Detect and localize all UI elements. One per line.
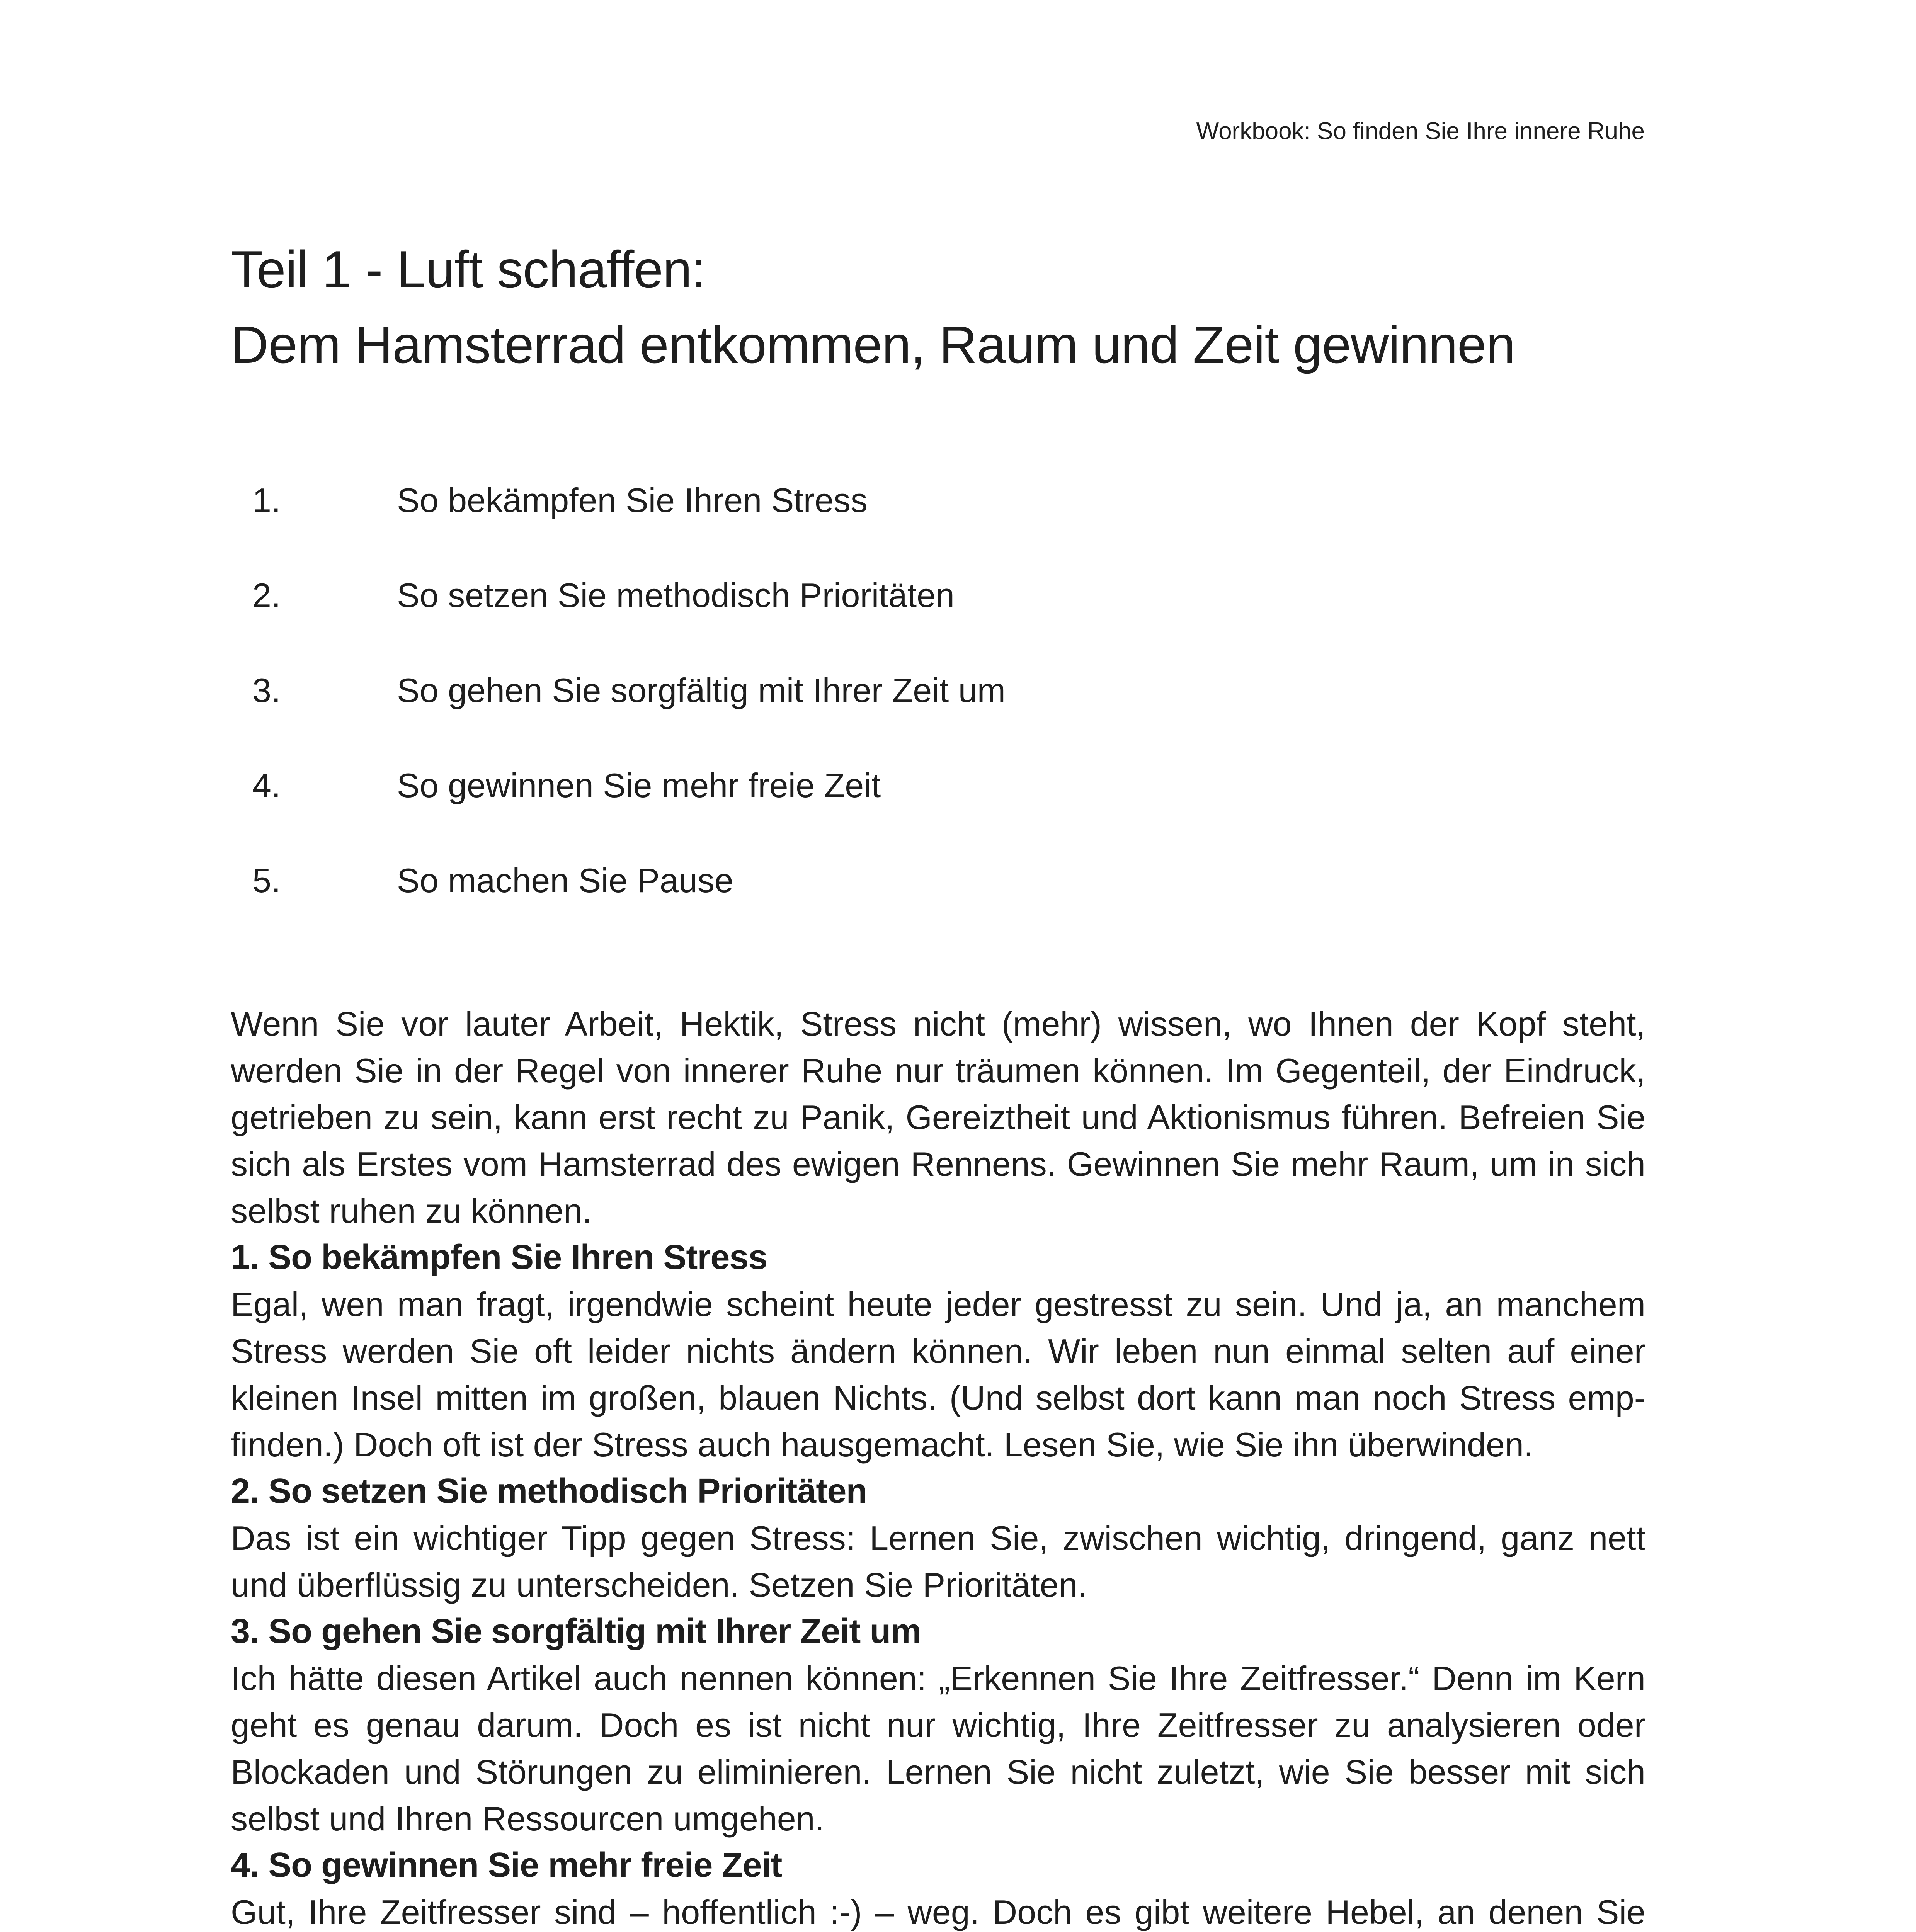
chapter-list-item bbox=[231, 572, 1645, 619]
part-title-line-1: Teil 1 - Luft schaffen: bbox=[231, 240, 706, 299]
section-4 bbox=[231, 1842, 1645, 1932]
chapter-list-item bbox=[231, 477, 1645, 524]
chapter-number: 5. bbox=[252, 861, 281, 900]
section-heading: 2. So setzen Sie methodisch Prioritäten bbox=[231, 1472, 867, 1510]
part-title bbox=[231, 232, 1645, 383]
intro-paragraph: Wenn Sie vor lauter Arbeit, Hektik, Stress nicht (mehr) wissen, wo Ihnen der Kopf steht, werden Sie in der Regel von innerer Ruhe nur träumen können. Im Gegenteil, der Eindruck, getrieben zu sein, kann erst recht zu Panik, Gereiztheit und Aktionismus führen. Befreien Sie sich als Erstes vom Hamsterrad des ewigen Rennens. Gewinnen Sie mehr Raum, um in sich selbst ruhen zu können. bbox=[231, 1005, 1645, 1230]
section-paragraph: Ich hätte diesen Artikel auch nennen können: „Erkennen Sie Ihre Zeitfresser.“ Denn im Kern geht es genau darum. Doch es ist nicht nur wichtig, Ihre Zeitfresser zu analysieren oder Blockaden und Störungen zu eliminieren. Lernen Sie nicht zuletzt, wie Sie besser mit sich selbst und Ihren Ressourcen umgehen. bbox=[231, 1659, 1645, 1838]
chapter-list bbox=[231, 477, 1645, 904]
intro-block bbox=[231, 1000, 1645, 1234]
chapter-label: So machen Sie Pause bbox=[397, 861, 733, 900]
chapter-number: 1. bbox=[252, 481, 281, 519]
section-heading: 4. So gewinnen Sie mehr freie Zeit bbox=[231, 1846, 782, 1884]
running-header: Workbook: So finden Sie Ihre innere Ruhe bbox=[1196, 118, 1645, 145]
section-1 bbox=[231, 1234, 1645, 1468]
chapter-label: So gehen Sie sorgfältig mit Ihrer Zeit um bbox=[397, 671, 1006, 709]
chapter-number: 4. bbox=[252, 766, 281, 804]
chapter-label: So bekämpfen Sie Ihren Stress bbox=[397, 481, 868, 519]
chapter-list-item bbox=[231, 857, 1645, 904]
part-title-line-2: Dem Hamsterrad entkommen, Raum und Zeit gewinnen bbox=[231, 315, 1515, 374]
chapter-number: 3. bbox=[252, 671, 281, 709]
section-paragraph: Das ist ein wichtiger Tipp gegen Stress: Lernen Sie, zwischen wichtig, dringend, ganz nett und überflüssig zu unterscheiden. Setzen Sie Prioritäten. bbox=[231, 1519, 1645, 1604]
chapter-list-item bbox=[231, 762, 1645, 809]
section-paragraph: Egal, wen man fragt, irgendwie scheint heute jeder gestresst zu sein. Und ja, an manchem Stress werden Sie oft leider nichts ändern können. Wir leben nun einmal selten auf einer kleinen Insel mitten im großen, blauen Nichts. (Und selbst dort kann man noch Stress emp-finden.) Doch oft ist der Stress auch hausgemacht. Lesen Sie, wie Sie ihn überwinden. bbox=[231, 1285, 1645, 1464]
section-paragraph: Gut, Ihre Zeitfresser sind – hoffentlich :-) – weg. Doch es gibt weitere Hebel, an denen Sie bbox=[231, 1893, 1645, 1931]
chapter-list-item bbox=[231, 667, 1645, 714]
chapter-label: So setzen Sie methodisch Prioritäten bbox=[397, 576, 955, 614]
page-content bbox=[231, 232, 1645, 1932]
section-heading: 1. So bekämpfen Sie Ihren Stress bbox=[231, 1238, 767, 1277]
section-3 bbox=[231, 1608, 1645, 1842]
section-2 bbox=[231, 1468, 1645, 1608]
chapter-label: So gewinnen Sie mehr freie Zeit bbox=[397, 766, 881, 804]
chapter-number: 2. bbox=[252, 576, 281, 614]
section-heading: 3. So gehen Sie sorgfältig mit Ihrer Zeit um bbox=[231, 1612, 921, 1651]
